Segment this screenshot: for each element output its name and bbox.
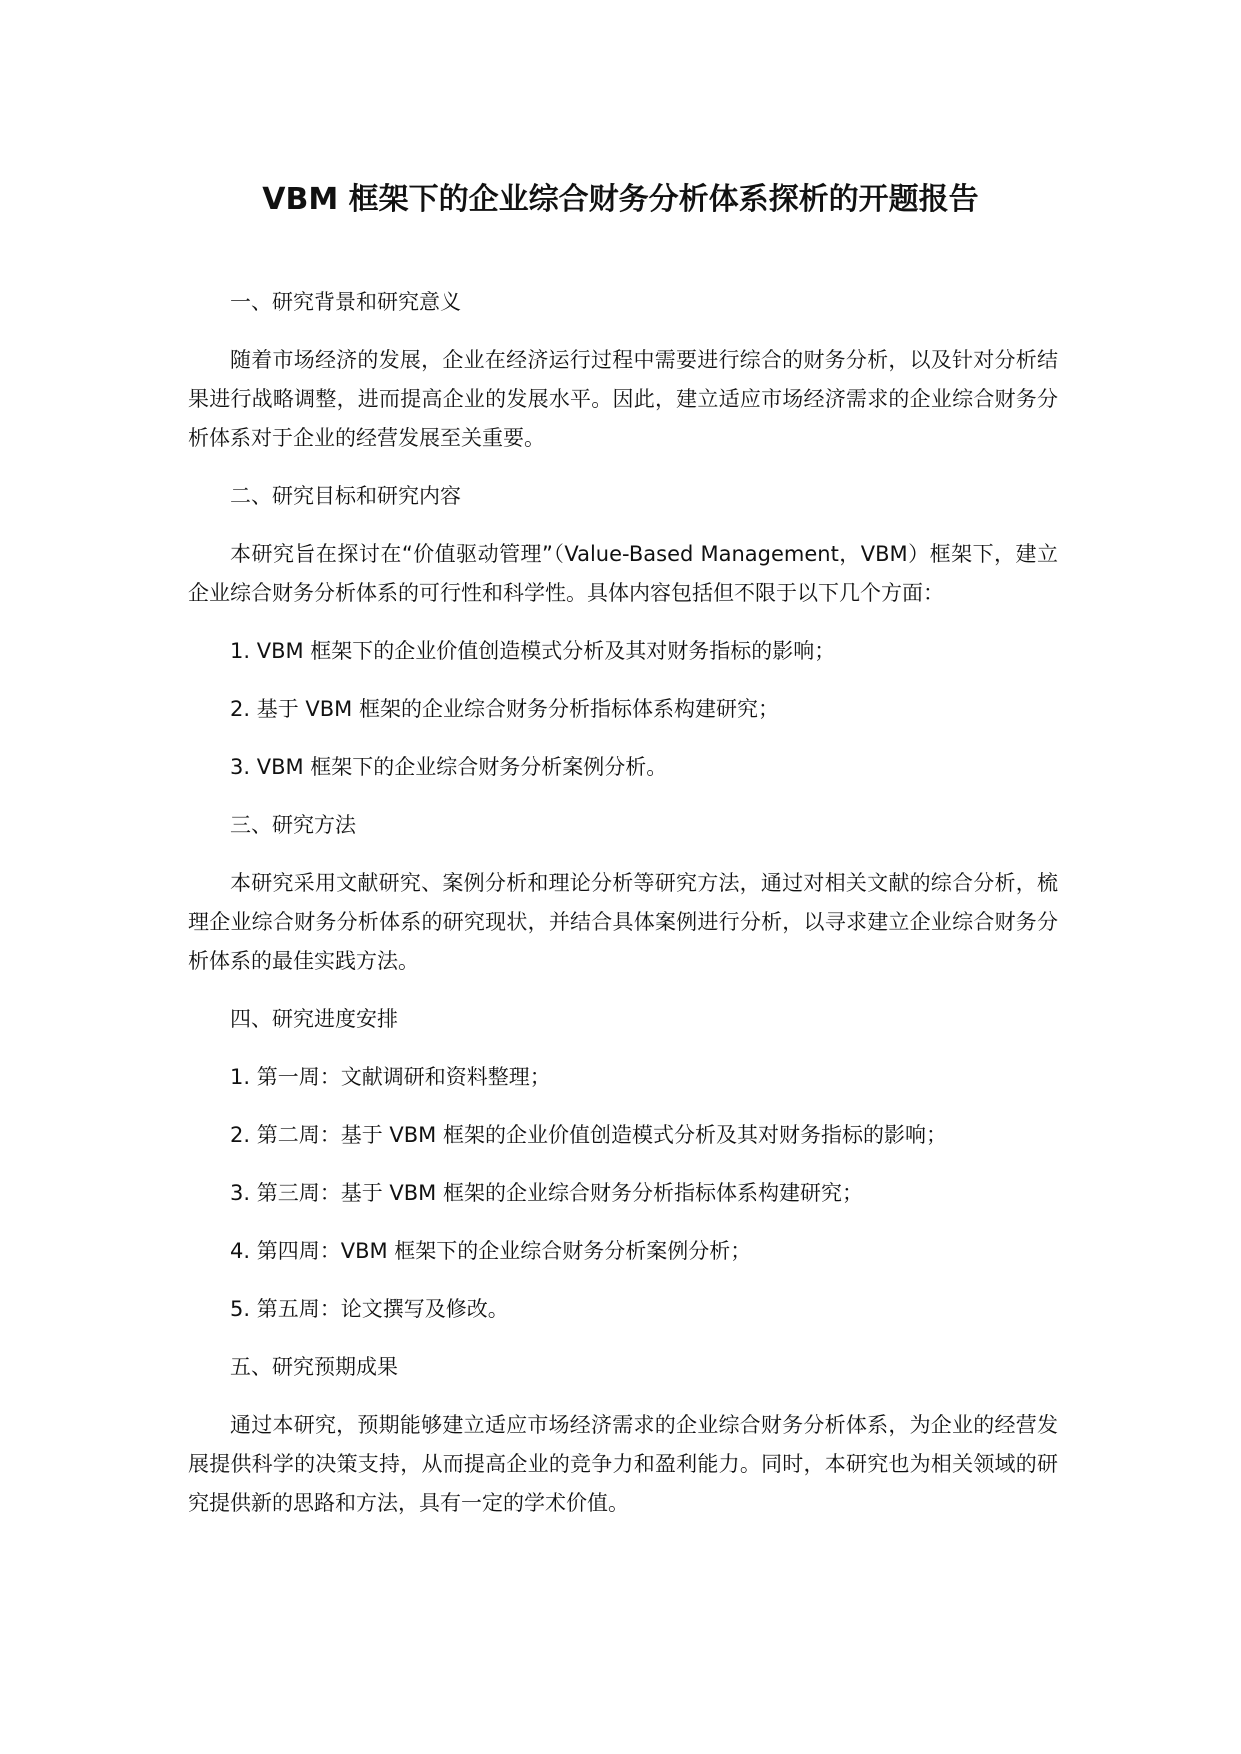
heading-research-goals: 二、研究目标和研究内容 [230,484,461,508]
heading-research-background: 一、研究背景和研究意义 [230,290,461,314]
document-body [188,283,1058,1523]
paragraph-expected-results: 通过本研究，预期能够建立适应市场经济需求的企业综合财务分析体系，为企业的经营发展提供科学的决策支持，从而提高企业的竞争力和盈利能力。同时，本研究也为相关领域的研究提供新的思路和方法，具有一定的学术价值。 [188,1413,1058,1515]
paragraph-goals: 本研究旨在探讨在“价值驱动管理”（Value-Based Management，VBM）框架下，建立企业综合财务分析体系的可行性和科学性。具体内容包括但不限于以下几个方面： [188,542,1058,605]
schedule-item-3: 3. 第三周：基于 VBM 框架的企业综合财务分析指标体系构建研究； [230,1181,863,1205]
heading-schedule: 四、研究进度安排 [230,1007,398,1031]
document-title: VBM 框架下的企业综合财务分析体系探析的开题报告 [262,182,979,217]
heading-expected-results: 五、研究预期成果 [230,1355,398,1379]
schedule-item-2: 2. 第二周：基于 VBM 框架的企业价值创造模式分析及其对财务指标的影响； [230,1123,947,1147]
list-item-content-3: 3. VBM 框架下的企业综合财务分析案例分析。 [230,755,668,779]
schedule-item-4: 4. 第四周：VBM 框架下的企业综合财务分析案例分析； [230,1239,752,1263]
list-item-content-1: 1. VBM 框架下的企业价值创造模式分析及其对财务指标的影响； [230,639,836,663]
schedule-item-1: 1. 第一周：文献调研和资料整理； [230,1065,551,1089]
schedule-item-5: 5. 第五周：论文撰写及修改。 [230,1297,509,1321]
paragraph-methods: 本研究采用文献研究、案例分析和理论分析等研究方法，通过对相关文献的综合分析，梳理企业综合财务分析体系的研究现状，并结合具体案例进行分析，以寻求建立企业综合财务分析体系的最佳实践方法。 [188,871,1058,973]
heading-research-methods: 三、研究方法 [230,813,356,837]
list-item-content-2: 2. 基于 VBM 框架的企业综合财务分析指标体系构建研究； [230,697,779,721]
paragraph-background: 随着市场经济的发展，企业在经济运行过程中需要进行综合的财务分析，以及针对分析结果进行战略调整，进而提高企业的发展水平。因此，建立适应市场经济需求的企业综合财务分析体系对于企业的经营发展至关重要。 [188,348,1058,450]
